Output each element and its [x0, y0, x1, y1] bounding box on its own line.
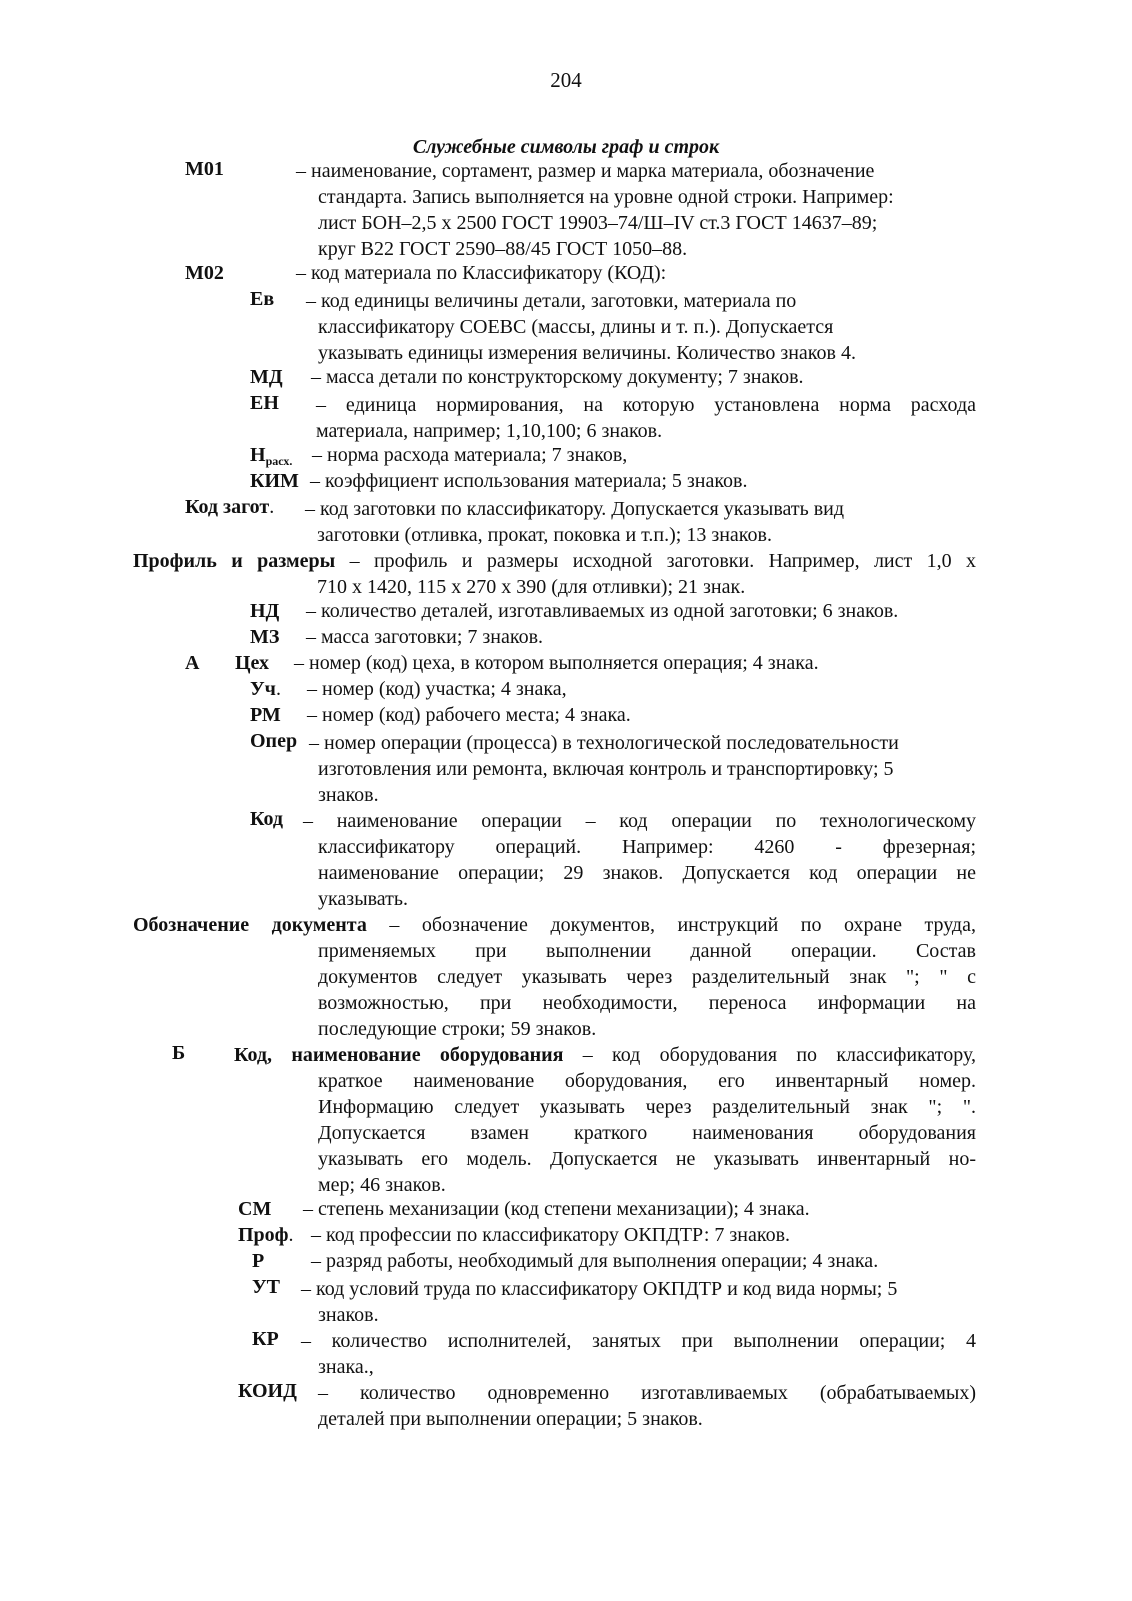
- entry-text-koid: [318, 1380, 976, 1432]
- text-line: Профиль и размеры – профиль и размеры исходной заготовки. Например, лист 1,0 х: [133, 550, 976, 572]
- text-line: лист БОН–2,5 х 2500 ГОСТ 19903–74/Ш–IV ст.3 ГОСТ 14637–89;: [318, 212, 878, 234]
- entry-label-kim: КИМ: [250, 470, 299, 492]
- entry-label-uch: Уч.: [250, 678, 281, 700]
- text-line: классификатору операций. Например: 4260 - фрезерная;: [318, 836, 976, 858]
- entry-text-oper: [309, 730, 899, 808]
- entry-text-mz: – масса заготовки; 7 знаков.: [306, 626, 544, 648]
- text-line: классификатору СОЕВС (массы, длины и т. п.). Допускается: [318, 316, 834, 338]
- entry-label-nd: НД: [250, 600, 280, 622]
- text-line: применяемых при выполнении данной операции. Состав: [318, 940, 976, 962]
- entry-label-oboz: Обозначение документа: [133, 914, 367, 936]
- text-line: – наименование, сортамент, размер и марка материала, обозначение: [296, 160, 875, 182]
- entry-label-mz: МЗ: [250, 626, 280, 648]
- text-line: – код условий труда по классификатору ОКПДТР и код вида нормы; 5: [301, 1278, 898, 1300]
- text-line: 710 х 1420, 115 х 270 х 390 (для отливки); 21 знак.: [317, 576, 746, 598]
- text-line: Обозначение документа – обозначение документов, инструкций по охране труда,: [133, 914, 976, 936]
- text-line: круг В22 ГОСТ 2590–88/45 ГОСТ 1050–88.: [318, 238, 688, 260]
- entry-text-en: [316, 392, 976, 444]
- entry-label-kr: КР: [252, 1328, 279, 1350]
- entry-text-uch: – номер (код) участка; 4 знака,: [307, 678, 567, 700]
- text-line: заготовки (отливка, прокат, поковка и т.п.); 13 знаков.: [317, 524, 772, 546]
- entry-text-md: – масса детали по конструкторскому документу; 7 знаков.: [311, 366, 804, 388]
- entry-label-m02: М02: [185, 262, 224, 284]
- entry-label-tseh: Цех: [235, 652, 270, 674]
- text-line: – код единицы величины детали, заготовки, материала по: [306, 290, 797, 312]
- entry-text-kod: [303, 808, 976, 912]
- text-line: – единица нормирования, на которую установлена норма расхода: [316, 394, 976, 416]
- text-line: возможностью, при необходимости, переноса информации на: [318, 992, 976, 1014]
- entry-text-sm: – степень механизации (код степени механизации); 4 знака.: [303, 1198, 810, 1220]
- entry-label-oper: Опер: [250, 730, 298, 752]
- text-line: – количество исполнителей, занятых при выполнении операции; 4: [301, 1330, 976, 1352]
- entry-label-ev: Ев: [250, 288, 275, 310]
- entry-label-kod: Код: [250, 808, 284, 830]
- section-title: Служебные символы граф и строк: [412, 136, 720, 158]
- entry-text-ut: [301, 1276, 897, 1328]
- text-line: – код заготовки по классификатору. Допускается указывать вид: [305, 498, 845, 520]
- text-line: указывать его модель. Допускается не указывать инвентарный но-: [318, 1148, 976, 1170]
- text-line: наименование операции; 29 знаков. Допускается код операции не: [318, 862, 976, 884]
- text-line: деталей при выполнении операции; 5 знаков.: [318, 1408, 703, 1430]
- text-line: указывать.: [318, 888, 409, 910]
- text-line: краткое наименование оборудования, его инвентарный номер.: [318, 1070, 976, 1092]
- entry-text-nrash: – норма расхода материала; 7 знаков,: [312, 444, 628, 466]
- entry-text-tseh: – номер (код) цеха, в котором выполняется операция; 4 знака.: [294, 652, 819, 674]
- entry-oborud: [234, 1042, 976, 1198]
- text-line: – наименование операции – код операции по технологическому: [303, 810, 976, 832]
- text-line: – количество одновременно изготавливаемых (обрабатываемых): [318, 1382, 976, 1404]
- text-line: указывать единицы измерения величины. Количество знаков 4.: [318, 342, 856, 364]
- entry-label-md: МД: [250, 366, 283, 388]
- entry-label-profil: Профиль и размеры: [133, 550, 336, 572]
- entry-profil: [133, 548, 976, 600]
- entry-text-rm: – номер (код) рабочего места; 4 знака.: [307, 704, 631, 726]
- entry-label-rm: РМ: [250, 704, 281, 726]
- text-line: знаков.: [318, 1304, 379, 1326]
- entry-text-prof: – код профессии по классификатору ОКПДТР: 7 знаков.: [311, 1224, 791, 1246]
- section-marker-a: А: [185, 652, 200, 674]
- text-line: – номер операции (процесса) в технологической последовательности: [309, 732, 899, 754]
- section-marker-b: Б: [172, 1042, 186, 1064]
- entry-label-m01: М01: [185, 158, 224, 180]
- entry-text-kim: – коэффициент использования материала; 5 знаков.: [310, 470, 748, 492]
- entry-text-m01: [296, 158, 894, 262]
- text-line: стандарта. Запись выполняется на уровне одной строки. Например:: [318, 186, 894, 208]
- entry-text-m02: – код материала по Классификатору (КОД):: [296, 262, 667, 284]
- text-line: мер; 46 знаков.: [318, 1174, 446, 1196]
- entry-label-nrash: $Н_{расх.}$: [250, 444, 293, 468]
- entry-label-prof: Проф.: [238, 1224, 294, 1246]
- entry-label-sm: СМ: [238, 1198, 272, 1220]
- entry-text-kodzag: [305, 496, 844, 548]
- entry-text-ev: [306, 288, 856, 366]
- entry-label-oborud: Код, наименование оборудования: [234, 1044, 564, 1066]
- text-line: знаков.: [318, 784, 379, 806]
- entry-label-kodzag: Код загот.: [185, 496, 275, 518]
- entry-label-ut: УТ: [252, 1276, 281, 1298]
- entry-text-kr: [301, 1328, 976, 1380]
- text-line: последующие строки; 59 знаков.: [318, 1018, 597, 1040]
- entry-oboz: [133, 912, 976, 1042]
- text-line: материала, например; 1,10,100; 6 знаков.: [316, 420, 663, 442]
- text-line: знака.,: [318, 1356, 374, 1378]
- entry-text-nd: – количество деталей, изготавливаемых из одной заготовки; 6 знаков.: [306, 600, 899, 622]
- text-line: Код, наименование оборудования – код оборудования по классификатору,: [234, 1044, 976, 1066]
- entry-label-koid: КОИД: [238, 1380, 297, 1402]
- text-line: документов следует указывать через разделительный знак "; " с: [318, 966, 976, 988]
- text-line: изготовления или ремонта, включая контроль и транспортировку; 5: [318, 758, 894, 780]
- entry-label-en: ЕН: [250, 392, 279, 414]
- entry-label-r: Р: [252, 1250, 265, 1272]
- entry-text-r: – разряд работы, необходимый для выполнения операции; 4 знака.: [311, 1250, 879, 1272]
- page-number: 204: [550, 68, 582, 92]
- text-line: Допускается взамен краткого наименования оборудования: [318, 1122, 976, 1144]
- text-line: Информацию следует указывать через разделительный знак "; ".: [318, 1096, 976, 1118]
